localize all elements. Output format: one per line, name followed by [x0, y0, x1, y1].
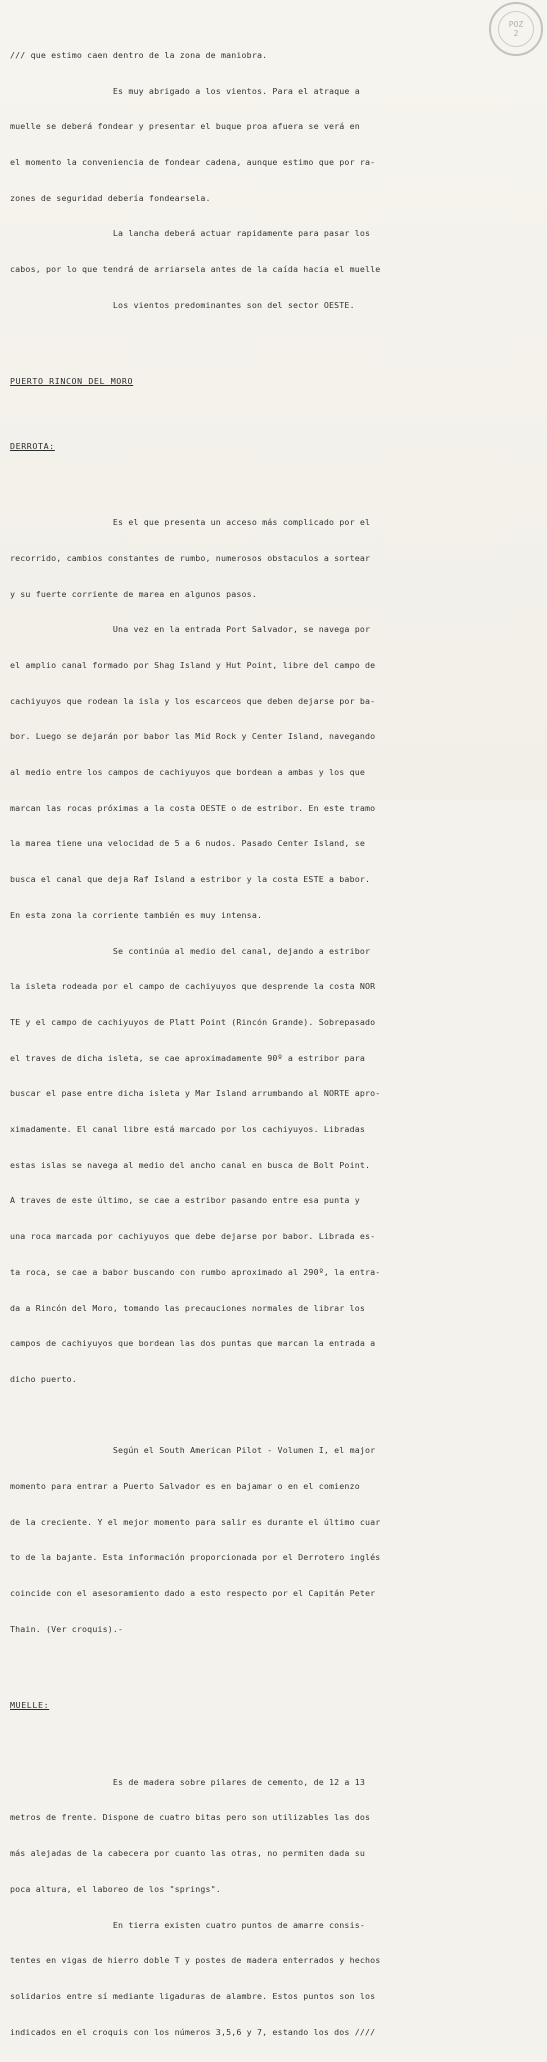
text-line: recorrido, cambios constantes de rumbo, numerosos obstaculos a sortear: [10, 552, 371, 563]
text-line: indicados en el croquis con los números 3,5,6 y 7, estando los dos ////: [10, 2026, 376, 2037]
stamp-text-2: 2: [513, 29, 519, 38]
text-line: Thain. (Ver croquis).-: [10, 1623, 124, 1634]
text-line: [10, 1410, 535, 1422]
text-line: Es el que presenta un acceso más complicado por el: [10, 517, 371, 528]
text-line: ximadamente. El canal libre está marcado por los cachiyuyos. Libradas: [10, 1124, 366, 1135]
text-line: dicho puerto.: [10, 1373, 77, 1384]
typewritten-body: [10, 26, 535, 2062]
text-line: solidarios entre sí mediante ligaduras de alambre. Estos puntos son los: [10, 1990, 376, 2001]
text-line: coincide con el asesoramiento dado a esto respecto por el Capitán Peter: [10, 1588, 376, 1599]
text-line: la marea tiene una velocidad de 5 a 6 nudos. Pasado Center Island, se: [10, 838, 366, 849]
text-line: tentes en vigas de hierro doble T y postes de madera enterrados y hechos: [10, 1955, 381, 1966]
text-line: A traves de este último, se cae a estribor pasando entre esa punta y: [10, 1195, 360, 1206]
text-line: Según el South American Pilot - Volumen I, el major: [10, 1445, 376, 1456]
text-line: zones de seguridad debería fondearsela.: [10, 192, 211, 203]
text-line: Es muy abrigado a los vientos. Para el atraque a: [10, 85, 360, 96]
text-line: da a Rincón del Moro, tomando las precauciones normales de librar los: [10, 1302, 366, 1313]
text-line: el amplio canal formado por Shag Island y Hut Point, libre del campo de: [10, 659, 376, 670]
section-heading-muelle: MUELLE:: [10, 1700, 50, 1711]
text-line: buscar el pase entre dicha isleta y Mar Island arrumbando al NORTE apro-: [10, 1088, 381, 1099]
text-line: poca altura, el laboreo de los "springs".: [10, 1883, 221, 1894]
text-line: la isleta rodeada por el campo de cachiyuyos que desprende la costa NOR: [10, 981, 376, 992]
text-line: el traves de dicha isleta, se cae aproximadamente 90º a estribor para: [10, 1052, 366, 1063]
text-line: to de la bajante. Esta información proporcionada por el Derrotero inglés: [10, 1552, 381, 1563]
text-line: muelle se deberá fondear y presentar el buque proa afuera se verá en: [10, 121, 360, 132]
text-line: momento para entrar a Puerto Salvador es en bajamar o en el comienzo: [10, 1481, 360, 1492]
text-line: cachiyuyos que rodean la isla y los escarceos que deben dejarse por ba-: [10, 695, 376, 706]
text-line: una roca marcada por cachiyuyos que debe dejarse por babor. Librada es-: [10, 1231, 376, 1242]
text-line: y su fuerte corriente de marea en algunos pasos.: [10, 588, 257, 599]
section-heading-derrota: DERROTA:: [10, 440, 55, 451]
text-line: ta roca, se cae a babor buscando con rumbo aproximado al 290º, la entra-: [10, 1266, 381, 1277]
text-line: estas islas se navega al medio del ancho canal en busca de Bolt Point.: [10, 1159, 371, 1170]
text-line: Una vez en la entrada Port Salvador, se navega por: [10, 624, 371, 635]
stamp-text-1: POZ: [508, 20, 524, 29]
text-line: metros de frente. Dispone de cuatro bitas pero son utilizables las dos: [10, 1812, 371, 1823]
text-line: La lancha deberá actuar rapidamente para pasar los: [10, 228, 371, 239]
text-line: Se continúa al medio del canal, dejando a estribor: [10, 945, 371, 956]
text-line: marcan las rocas próximas a la costa OESTE o de estribor. En este tramo: [10, 802, 376, 813]
text-line: En esta zona la corriente también es muy intensa.: [10, 909, 263, 920]
text-line: campos de cachiyuyos que bordean las dos puntas que marcan la entrada a: [10, 1338, 376, 1349]
text-line: En tierra existen cuatro puntos de amarre consis-: [10, 1919, 366, 1930]
text-line: TE y el campo de cachiyuyos de Platt Point (Rincón Grande). Sobrepasado: [10, 1016, 376, 1027]
text-line: /// que estimo caen dentro de la zona de maniobra.: [10, 49, 268, 60]
text-line: el momento la conveniencia de fondear cadena, aunque estimo que por ra-: [10, 156, 376, 167]
text-line: de la creciente. Y el mejor momento para salir es durante el último cuar: [10, 1516, 381, 1527]
text-line: al medio entre los campos de cachiyuyos que bordean a ambas y los que: [10, 767, 366, 778]
text-line: Es de madera sobre pilares de cemento, de 12 a 13: [10, 1776, 366, 1787]
text-line: Los vientos predominantes son del sector OESTE.: [10, 299, 355, 310]
text-line: más alejadas de la cabecera por cuanto las otras, no permiten dada su: [10, 1848, 366, 1859]
text-line: busca el canal que deja Raf Island a estribor y la costa ESTE a babor.: [10, 874, 371, 885]
text-line: bor. Luego se dejarán por babor las Mid Rock y Center Island, navegando: [10, 731, 376, 742]
section-heading-puerto: PUERTO RINCON DEL MORO: [10, 376, 134, 387]
text-line: cabos, por lo que tendrá de arriarsela antes de la caída hacia el muelle: [10, 264, 381, 275]
